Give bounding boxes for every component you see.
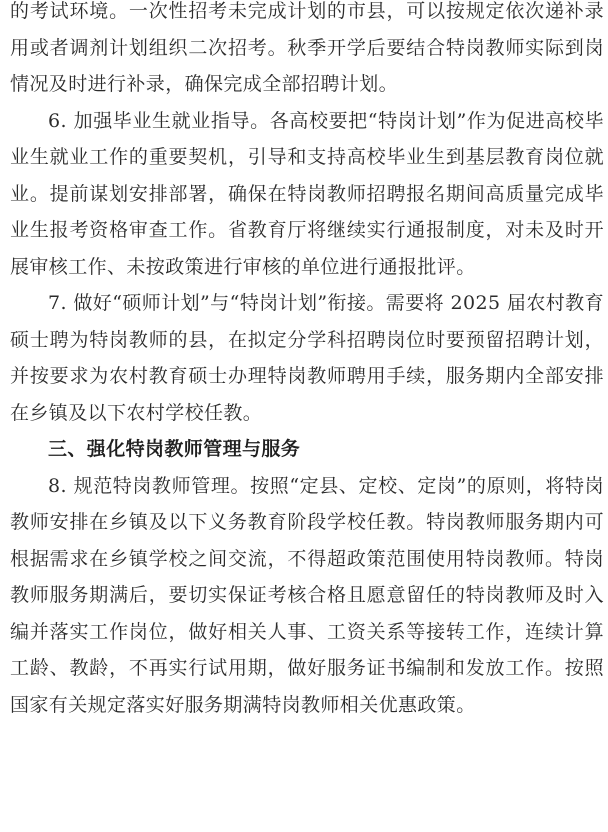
paragraph-continuation: 的考试环境。一次性招考未完成计划的市县，可以按规定依次递补录用或者调剂计划组织二次招考。秋季开学后要结合特岗教师实际到岗情况及时进行补录，确保完成全部招聘计划。 (10, 0, 604, 95)
paragraph-item-7: 7. 做好“硕师计划”与“特岗计划”衔接。需要将 2025 届农村教育硕士聘为特岗教师的县，在拟定分学科招聘岗位时要预留招聘计划，并按要求为农村教育硕士办理特岗教师聘用手续，服务期内全部安排在乡镇及以下农村学校任教。 (10, 292, 604, 424)
section-heading: 三、强化特岗教师管理与服务 (48, 438, 301, 460)
paragraph-item-6: 6. 加强毕业生就业指导。各高校要把“特岗计划”作为促进高校毕业生就业工作的重要契机，引导和支持高校毕业生到基层教育岗位就业。提前谋划安排部署，确保在特岗教师招聘报名期间高质量完成毕业生报考资格审查工作。省教育厅将继续实行通报制度，对未及时开展审核工作、未按政策进行审核的单位进行通报批评。 (10, 109, 604, 278)
paragraph-item-8: 8. 规范特岗教师管理。按照“定县、定校、定岗”的原则，将特岗教师安排在乡镇及以下义务教育阶段学校任教。特岗教师服务期内可根据需求在乡镇学校之间交流，不得超政策范围使用特岗教师。特岗教师服务期满后，要切实保证考核合格且愿意留任的特岗教师及时入编并落实工作岗位，做好相关人事、工资关系等接转工作，连续计算工龄、教龄，不再实行试用期，做好服务证书编制和发放工作。按照国家有关规定落实好服务期满特岗教师相关优惠政策。 (10, 474, 604, 716)
